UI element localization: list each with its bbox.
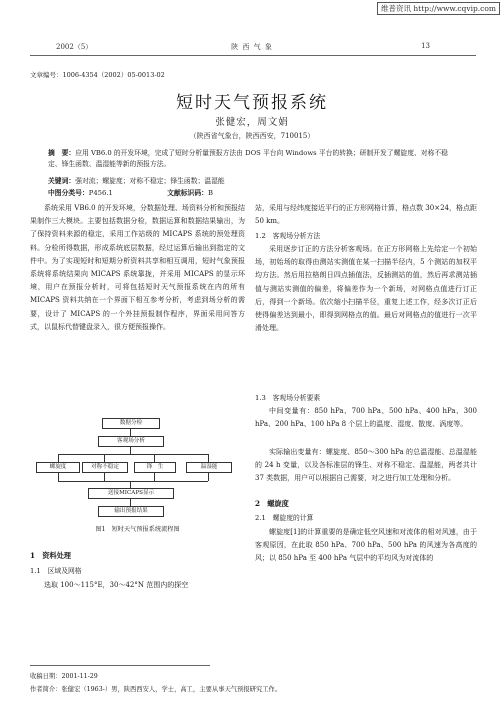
flow-connector	[154, 472, 155, 481]
flow-box-symmetric-instability: 对称不稳定	[82, 462, 128, 473]
flow-box-data-check: 数据分检	[102, 418, 160, 429]
intro-paragraph: 系统采用 VB6.0 的开发环境，分数据处理、场资料分析和预报结果制作三大模块。主要包括数据分检，数据运算和数据结果输出，为了保持资料来源的稳定，采用工作站级的 MICAPS 系统的预处理资料。分检所得数据，形成系统底层数据，经过运算后输出到指定的文件中。为了实现短时和短期分析资料共享和相互调用，短时气象预报系统将系统结果向 MICAPS 系统靠拢，并采用 MICAPS 的显示环境，用户在预报分析时，可将包括短时天气预报系统在内的所有 MICAPS 资料共纳在一个界面下相互参考分析，考虑到场分析的需要，设计了 MICAPS 的一个外挂预报制作程序，界面采用问答方式，以鼠标代替键盘录入，很方便预报操作。	[30, 204, 245, 331]
header-issue: 2002（5）	[56, 43, 93, 51]
flow-connector	[104, 454, 105, 462]
flow-connector	[58, 472, 59, 481]
flow-connector	[130, 428, 131, 436]
affiliation: （陕西省气象台，陕西西安，710015）	[189, 132, 315, 140]
keywords-text: 强对流；螺旋度；对称不稳定；锋生函数；温湿能	[75, 177, 225, 185]
section-1-2-heading: 1.2 客观场分析方法	[255, 232, 321, 240]
grid-paragraph: 站，采用与经纬度接近平行的正方形网格计算，格点数 30×24，格点距 50 km。	[255, 204, 477, 226]
flow-connector	[58, 454, 59, 462]
clc-label: 中图分类号：	[48, 189, 89, 197]
clc-value: P456.1	[88, 189, 113, 197]
authors: 张健宏，周文娟	[215, 117, 289, 128]
section-1-1-text: 选取 100～115°E，30～42°N 范围内的探空	[44, 581, 189, 589]
flow-connector	[154, 454, 155, 462]
flow-box-helicity: 螺旋度	[36, 462, 80, 473]
section-2-heading: 2 螺旋度	[255, 499, 289, 508]
flow-box-micaps-display: 送接MICAPS显示	[88, 488, 174, 499]
helicity-paragraph: 螺旋度[1]的计算重要的是确定低空风速和对流体的相对风速，由于客观原因，在此取 850 hPa、700 hPa、500 hPa 的风速为各高度的风；以 850 hPa 至 400 hPa 气层中的平均风为对流体的	[255, 528, 477, 563]
abstract-label: 摘 要：	[48, 149, 76, 157]
section-1-1-heading: 1.1 区域及网格	[30, 567, 82, 575]
flow-connector	[130, 498, 131, 506]
article-number: 文章编号：1006-4354（2002）05-0013-02	[30, 71, 165, 79]
received-date: 收稿日期：2001-11-29	[30, 673, 98, 680]
flow-connector	[208, 454, 209, 462]
flow-box-frontogenesis: 锋 生	[134, 462, 176, 473]
abstract	[48, 148, 458, 170]
doc-code-label: 文献标识码：	[167, 189, 208, 197]
flow-merge-line	[58, 481, 208, 482]
header-rule	[30, 55, 476, 56]
keywords-label: 关键词：	[48, 177, 76, 185]
flow-connector	[130, 446, 131, 454]
flow-box-field-analysis: 客观场分析	[98, 436, 164, 447]
section-1-heading: 1 资料处理	[30, 551, 71, 560]
figure-caption: 图1 短时天气预报系统流程图	[95, 526, 180, 533]
classification-line	[48, 187, 458, 197]
flow-branch-line	[58, 454, 208, 455]
flow-box-output: 输出预报结果	[98, 506, 164, 517]
header-page-number: 13	[421, 42, 430, 50]
flow-box-moist-enthalpy: 温湿能	[186, 462, 232, 473]
section-1-3-heading: 1.3 客观场分析要素	[255, 394, 321, 402]
author-bio: 作者简介：张健宏（1963-）男，陕西西安人，学士，高工，主要从事天气预报研究工作。	[30, 686, 282, 693]
paper-title: 短时天气预报系统	[176, 93, 328, 113]
output-paragraph: 实际输出变量有：螺旋度、850～300 hPa 的总温湿能、总温湿能的 24 h 变量，以及各标准层的锋生、对称不稳定、温湿能，两者共计 37 类数据，用户可以根据自己需要，对之进行加工处理和分析。	[255, 448, 477, 483]
flowchart-figure	[30, 418, 245, 540]
abstract-text: 应用 VB6.0 的开发环境，完成了短时分析量预报方法由 DOS 平台向 Windows 平台的转换；研制开发了螺旋度、对称不稳定、锋生函数、温湿能等新的预报方法。	[48, 149, 448, 168]
method-paragraph: 采用逐步订正的方法分析客观场。在正方形网格上先给定一个初始场，初始场的取得由测站实测值在某一扫描半径内，5 个测站的加权平均方法。然后用拉格朗日四点插值法，反插测站的值，然后再求测站插值与测站实测值的偏差，将偏差作为一个新场，对网格点值进行订正后，得到一个新场。依次缩小扫描半径，重复上述工作，经多次订正后使得偏差达到最小，即得到网格点的值。最后对网格点的值进行一次平滑处理。	[255, 245, 477, 333]
flow-connector	[208, 472, 209, 481]
keywords	[48, 175, 458, 185]
footnote-rule	[30, 665, 210, 666]
variables-paragraph: 中间变量有：850 hPa、700 hPa、500 hPa、400 hPa、300 hPa、200 hPa、100 hPa 8 个层上的温度、湿度、散度、涡度等。	[255, 407, 477, 429]
header-journal: 陕 西 气 象	[231, 43, 273, 51]
section-2-1-heading: 2.1 螺旋度的计算	[255, 514, 314, 522]
watermark-stamp: 维普资讯 http://www.cqvip.com	[377, 2, 500, 15]
flow-connector	[130, 481, 131, 488]
flow-connector	[104, 472, 105, 481]
doc-code-value: B	[207, 189, 213, 197]
